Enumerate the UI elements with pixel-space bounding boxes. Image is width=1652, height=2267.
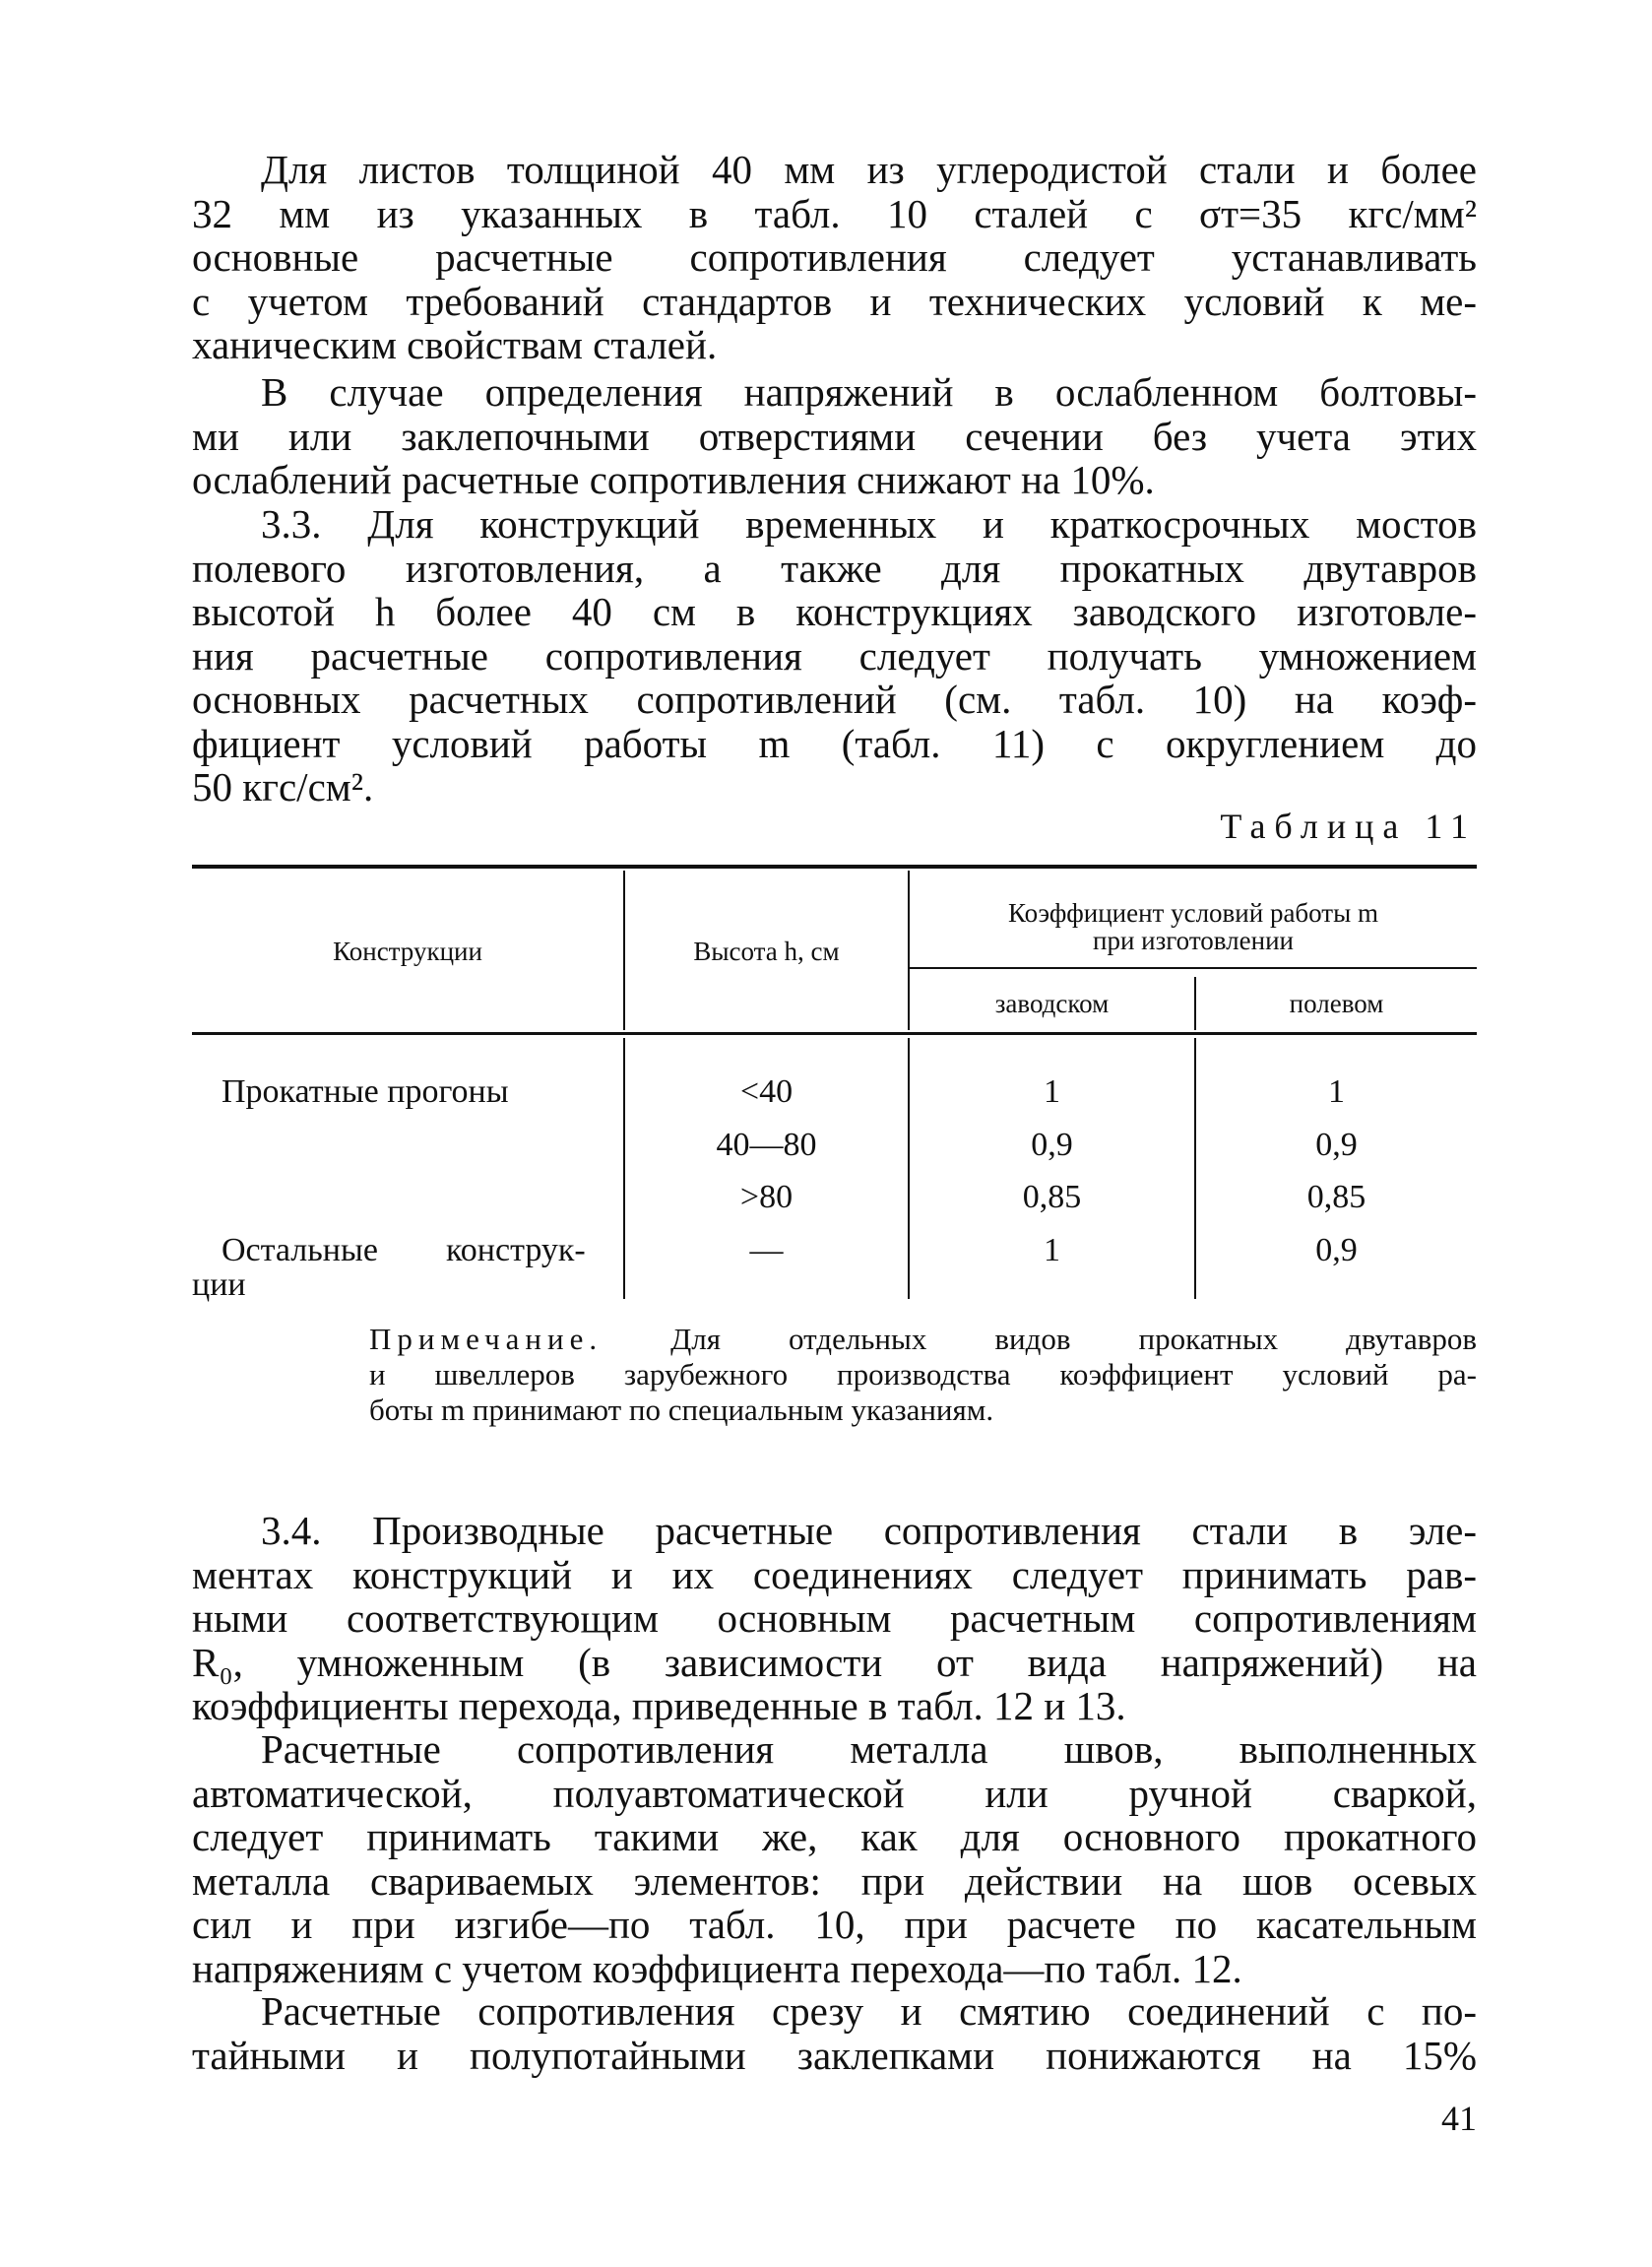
table-caption: Таблица 11 (1220, 807, 1477, 846)
text-line: с учетом требований стандартов и технических условий к ме- (192, 278, 1477, 324)
text-line: ными соответствующим основным расчетным сопротивлениям (192, 1595, 1477, 1641)
cell-factory: 0,85 (1022, 1179, 1082, 1215)
text-line: ослаблений расчетные сопротивления снижают на 10%. (192, 457, 1155, 502)
text-line: Расчетные сопротивления металла швов, выполненных (261, 1726, 1477, 1772)
cell-height: >80 (739, 1179, 794, 1215)
text-line: сил и при изгибе—по табл. 10, при расчете по касательным (192, 1902, 1477, 1947)
header-coefficient-line2: при изготовлении (1093, 926, 1294, 955)
note-line-1 (192, 1322, 1477, 1357)
paragraph-3-4 (192, 1509, 1477, 1728)
note-line-2: и швеллеров зарубежного производства коэффициент условий ра- (369, 1357, 1477, 1392)
text-line: R₀, умноженным (в зависимости от вида напряжений) на (192, 1639, 1477, 1685)
text-line: 50 кгс/см². (192, 764, 374, 810)
text-line: тайными и полупотайными заклепками понижаются на 15% (192, 2032, 1477, 2078)
table-top-rule (192, 865, 1477, 869)
cell-factory: 1 (1044, 1232, 1060, 1268)
paragraph-1 (192, 148, 1477, 367)
text-line: основные расчетные сопротивления следует устанавливать (192, 234, 1477, 280)
cell-height: <40 (739, 1073, 794, 1110)
header-bottom-rule (192, 1032, 1477, 1035)
text-line: фициент условий работы m (табл. 11) с округлением до (192, 720, 1477, 766)
note-line-3: боты m принимают по специальным указаниям. (369, 1393, 994, 1427)
text-line: полевого изготовления, а также для прокатных двутавров (192, 545, 1477, 591)
text-line: металла свариваемых элементов: при действии на шов осевых (192, 1857, 1477, 1904)
cell-field: 0,9 (1315, 1232, 1358, 1268)
header-field: полевом (1289, 989, 1384, 1018)
cell-factory: 1 (1044, 1073, 1060, 1110)
paragraph-6 (192, 1989, 1477, 2077)
text-line: напряжениям с учетом коэффициента перехода—по табл. 12. (192, 1945, 1242, 1991)
paragraph-5 (192, 1727, 1477, 1990)
text-line: 32 мм из указанных в табл. 10 сталей с σт=35 кгс/мм² (192, 190, 1477, 236)
text-line: 3.3. Для конструкций временных и краткосрочных мостов (261, 501, 1477, 547)
text-line: Для листов толщиной 40 мм из углеродистой стали и более (261, 147, 1477, 192)
text-line: ния расчетные сопротивления следует получать умножением (192, 632, 1477, 679)
header-factory: заводском (994, 989, 1110, 1018)
page-number: 41 (1441, 2099, 1477, 2138)
cell-construction: Прокатные прогоны (222, 1073, 509, 1110)
cell-construction-line1-a: Остальные (222, 1232, 378, 1268)
header-coefficient-line1: Коэффициент условий работы m (1008, 898, 1378, 928)
note-label: Примечание. (369, 1322, 604, 1356)
cell-height: — (749, 1232, 784, 1268)
cell-height: 40—80 (716, 1127, 817, 1163)
text-line: ми или заклепочными отверстиями сечении без учета этих (192, 413, 1477, 459)
text-line: следует принимать такими же, как для основного прокатного (192, 1814, 1477, 1859)
cell-field: 0,85 (1306, 1179, 1366, 1215)
text-line: 3.4. Производные расчетные сопротивления стали в эле- (261, 1508, 1477, 1553)
text-line: автоматической, полуавтоматической или ручной сваркой, (192, 1770, 1477, 1816)
table-note (192, 1322, 1477, 1428)
text-line: высотой h более 40 см в конструкциях заводского изготовле- (192, 589, 1477, 634)
group-header-rule (908, 967, 1477, 969)
cell-field: 0,9 (1315, 1127, 1358, 1163)
cell-construction-line1-b: конструк- (446, 1232, 586, 1268)
table-11 (192, 863, 1477, 1306)
paragraph-3-3 (192, 502, 1477, 810)
text-line: Расчетные сопротивления срезу и смятию соединений с по- (261, 1988, 1477, 2034)
text-line: ханическим свойствам сталей. (192, 322, 718, 367)
text-line: коэффициенты перехода, приведенные в табл. 12 и 13. (192, 1683, 1126, 1728)
cell-factory: 0,9 (1031, 1127, 1073, 1163)
cell-field: 1 (1328, 1073, 1345, 1110)
paragraph-2 (192, 370, 1477, 502)
header-height: Высота h, см (693, 937, 840, 966)
cell-construction-line2: ции (192, 1266, 246, 1303)
text-line: В случае определения напряжений в ослабленном болтовы- (261, 369, 1477, 415)
text-line: основных расчетных сопротивлений (см. табл. 10) на коэф- (192, 677, 1477, 722)
text-line: ментах конструкций и их соединениях следует принимать рав- (192, 1551, 1477, 1597)
note-text: Для отдельных видов прокатных двутавров (670, 1322, 1477, 1356)
header-constructions: Конструкции (333, 937, 482, 966)
